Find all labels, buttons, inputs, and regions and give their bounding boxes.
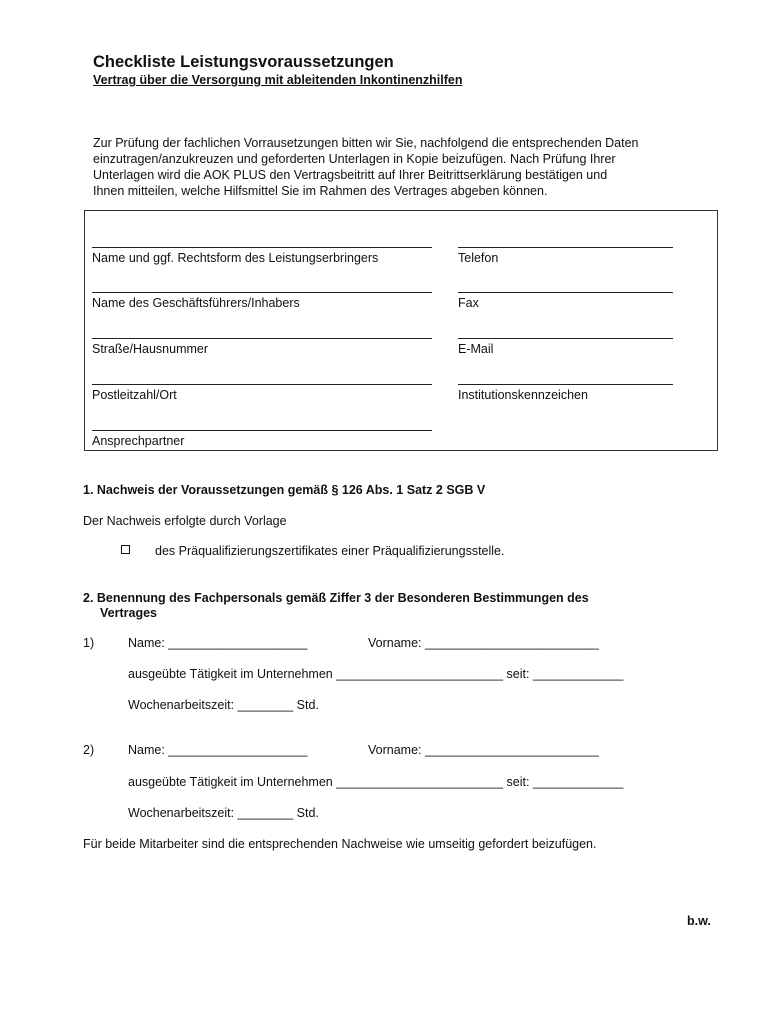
contact-person-field[interactable] [92,416,432,448]
staff-footer-note: Für beide Mitarbeiter sind die entsprechenden Nachweise wie umseitig gefordert beizufügen. [83,837,597,851]
field-label: Telefon [458,251,499,265]
postal-city-field[interactable] [92,370,432,402]
section2-heading-cont: Vertrages [100,606,157,620]
page-subtitle: Vertrag über die Versorgung mit ableitenden Inkontinenzhilfen [93,73,463,87]
intro-line: Zur Prüfung der fachlichen Vorrausetzungen bitten wir Sie, nachfolgend die entsprechenden Daten [93,136,639,150]
staff-activity-field[interactable]: ausgeübte Tätigkeit im Unternehmen ________________________ seit: _____________ [128,775,624,789]
field-label: E-Mail [458,342,494,356]
input-line[interactable] [458,233,673,248]
staff-hours-field[interactable]: Wochenarbeitszeit: ________ Std. [128,806,319,820]
input-line[interactable] [458,370,673,385]
section2-heading: 2. Benennung des Fachpersonals gemäß Ziffer 3 der Besonderen Bestimmungen des [83,591,589,605]
section1-heading: 1. Nachweis der Voraussetzungen gemäß § 126 Abs. 1 Satz 2 SGB V [83,483,486,497]
intro-paragraph [93,135,733,199]
pq-certificate-checkbox[interactable] [121,545,130,554]
phone-field[interactable] [458,233,673,265]
institution-code-field[interactable] [458,370,673,402]
staff-number: 1) [83,636,95,650]
input-line[interactable] [458,278,673,293]
intro-line: Unterlagen wird die AOK PLUS den Vertragsbeitritt auf Ihrer Beitrittserklärung bestätigen und [93,168,608,182]
contact-box [84,210,718,451]
field-label: Ansprechpartner [92,434,185,448]
fax-field[interactable] [458,278,673,310]
input-line[interactable] [92,416,432,431]
page-title: Checkliste Leistungsvoraussetzungen [93,53,394,71]
intro-line: Ihnen mitteilen, welche Hilfsmittel Sie im Rahmen des Vertrages abgeben können. [93,184,548,198]
staff-activity-field[interactable]: ausgeübte Tätigkeit im Unternehmen ________________________ seit: _____________ [128,667,624,681]
staff-name-field[interactable]: Name: ____________________ [128,636,308,650]
input-line[interactable] [92,370,432,385]
intro-line: einzutragen/anzukreuzen und geforderten Unterlagen in Kopie beizufügen. Nach Prüfung Ihrer [93,152,616,166]
field-label: Name des Geschäftsführers/Inhabers [92,296,300,310]
street-field[interactable] [92,324,432,356]
input-line[interactable] [92,324,432,339]
field-label: Institutionskennzeichen [458,388,588,402]
staff-name-field[interactable]: Name: ____________________ [128,743,308,757]
staff-number: 2) [83,743,95,757]
field-label: Name und ggf. Rechtsform des Leistungserbringers [92,251,379,265]
field-label: Straße/Hausnummer [92,342,209,356]
page-turn-note: b.w. [687,914,711,928]
field-label: Postleitzahl/Ort [92,388,177,402]
provider-name-field[interactable] [92,233,432,265]
input-line[interactable] [92,278,432,293]
manager-name-field[interactable] [92,278,432,310]
input-line[interactable] [458,324,673,339]
input-line[interactable] [92,233,432,248]
staff-vorname-field[interactable]: Vorname: _________________________ [368,636,599,650]
staff-vorname-field[interactable]: Vorname: _________________________ [368,743,599,757]
checkbox-label: des Präqualifizierungszertifikates einer Präqualifizierungsstelle. [155,544,505,558]
email-field[interactable] [458,324,673,356]
field-label: Fax [458,296,479,310]
section1-text: Der Nachweis erfolgte durch Vorlage [83,514,287,528]
staff-hours-field[interactable]: Wochenarbeitszeit: ________ Std. [128,698,319,712]
